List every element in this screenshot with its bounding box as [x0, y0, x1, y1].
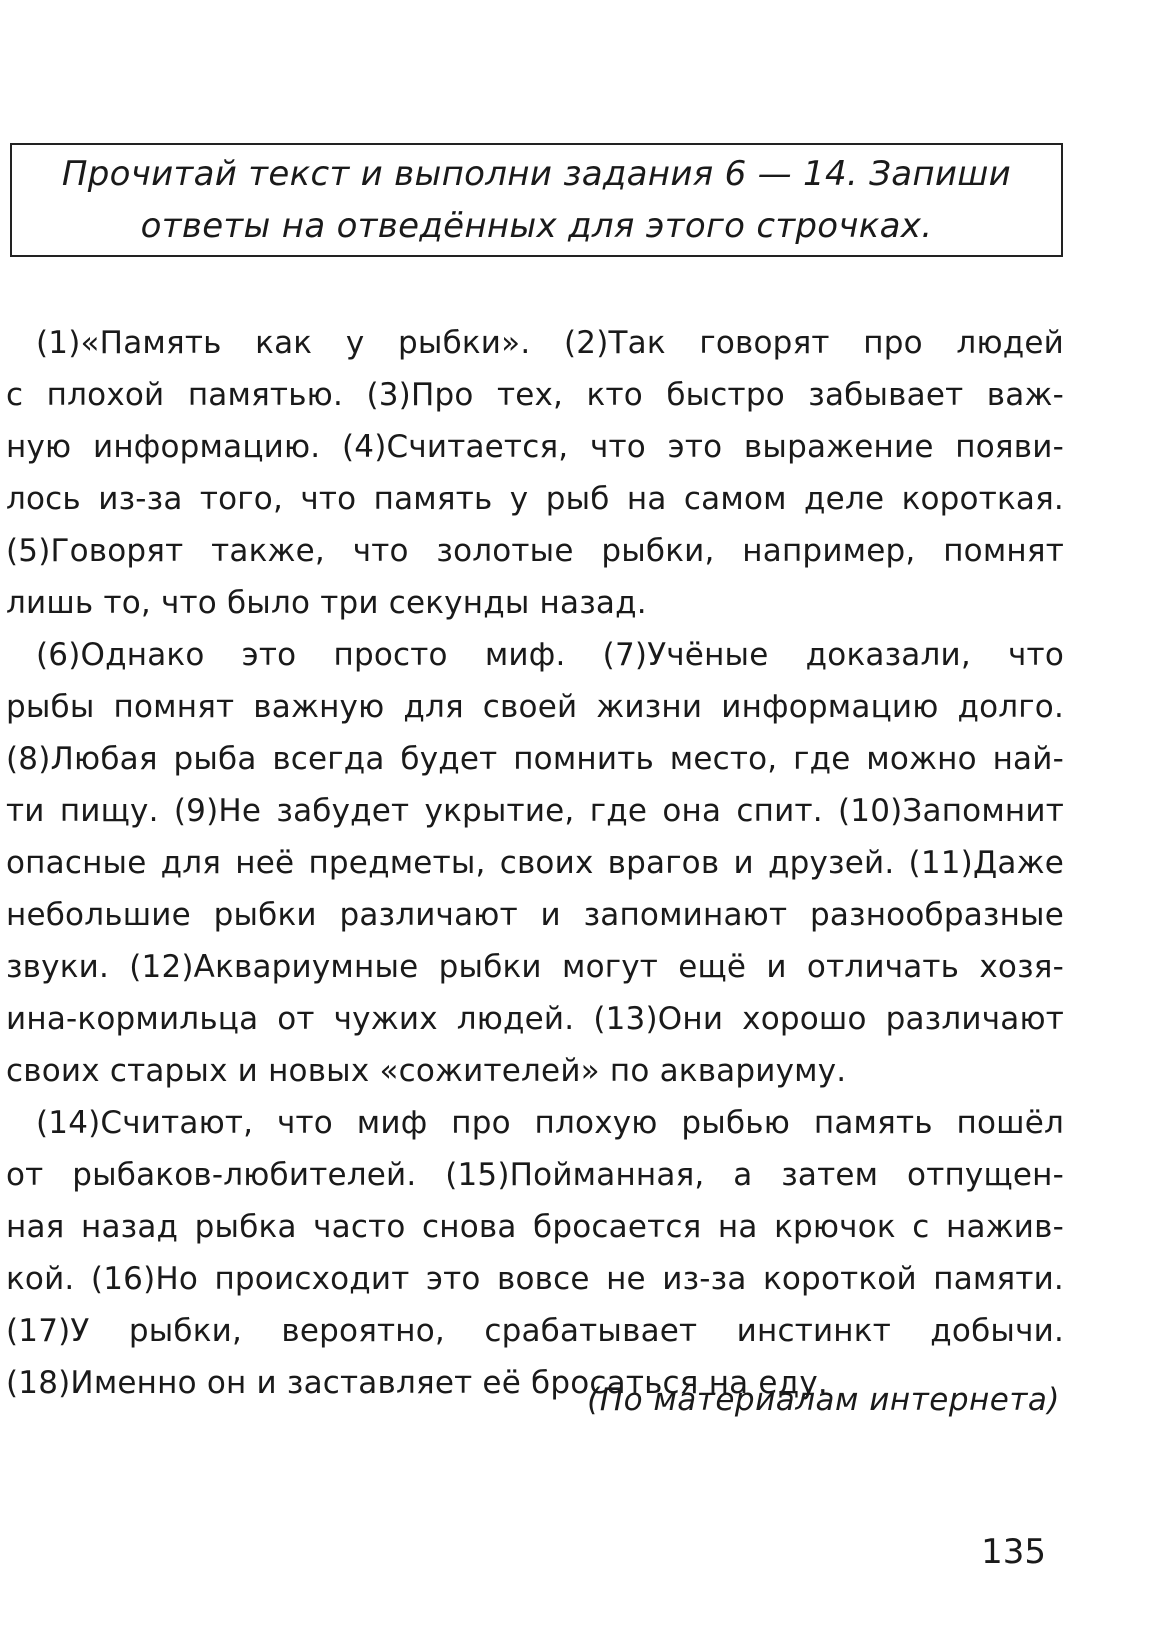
text-line: ти пищу. (9)Не забудет укрытие, где она спит. (10)Запомнит: [6, 793, 1064, 829]
text-line: кой. (16)Но происходит это вовсе не из-за короткой памяти.: [6, 1261, 1064, 1297]
text-line: (6)Однако это просто миф. (7)Учёные доказали, что: [36, 637, 1064, 673]
text-line: звуки. (12)Аквариумные рыбки могут ещё и отличать хозя-: [6, 949, 1064, 985]
instruction-box: [10, 143, 1063, 257]
paragraph-1: [6, 317, 1064, 629]
text-line: (18)Именно он и заставляет её бросаться на еду.: [6, 1365, 828, 1401]
text-line: (17)У рыбки, вероятно, срабатывает инстинкт добычи.: [6, 1313, 1064, 1349]
text-line: (1)«Память как у рыбки». (2)Так говорят про людей: [36, 325, 1064, 361]
instruction-line-1: Прочитай текст и выполни задания 6 — 14. Запиши: [61, 154, 1012, 194]
story-text: [6, 317, 1064, 1409]
text-line: с плохой памятью. (3)Про тех, кто быстро забывает важ-: [6, 377, 1064, 413]
paragraph-3: [6, 1097, 1064, 1409]
text-line: лось из-за того, что память у рыб на самом деле короткая.: [6, 481, 1064, 517]
text-line: ная назад рыбка часто снова бросается на крючок с нажив-: [6, 1209, 1064, 1245]
text-line: рыбы помнят важную для своей жизни информацию долго.: [6, 689, 1064, 725]
page-number: 135: [981, 1532, 1046, 1572]
paragraph-2: [6, 629, 1064, 1097]
text-line: от рыбаков-любителей. (15)Пойманная, а затем отпущен-: [6, 1157, 1064, 1193]
text-line: ную информацию. (4)Считается, что это выражение появи-: [6, 429, 1064, 465]
text-line: опасные для неё предметы, своих врагов и друзей. (11)Даже: [6, 845, 1064, 881]
text-line: (5)Говорят также, что золотые рыбки, например, помнят: [6, 533, 1064, 569]
text-line: своих старых и новых «сожителей» по аквариуму.: [6, 1053, 847, 1089]
text-line: (14)Считают, что миф про плохую рыбью память пошёл: [36, 1105, 1064, 1141]
instruction-line-2: ответы на отведённых для этого строчках.: [140, 206, 933, 246]
text-line: (8)Любая рыба всегда будет помнить место, где можно най-: [6, 741, 1064, 777]
text-line: ина-кормильца от чужих людей. (13)Они хорошо различают: [6, 1001, 1064, 1037]
text-line: небольшие рыбки различают и запоминают разнообразные: [6, 897, 1064, 933]
source-attribution: (По материалам интернета): [587, 1382, 1060, 1418]
text-line: лишь то, что было три секунды назад.: [6, 585, 647, 621]
